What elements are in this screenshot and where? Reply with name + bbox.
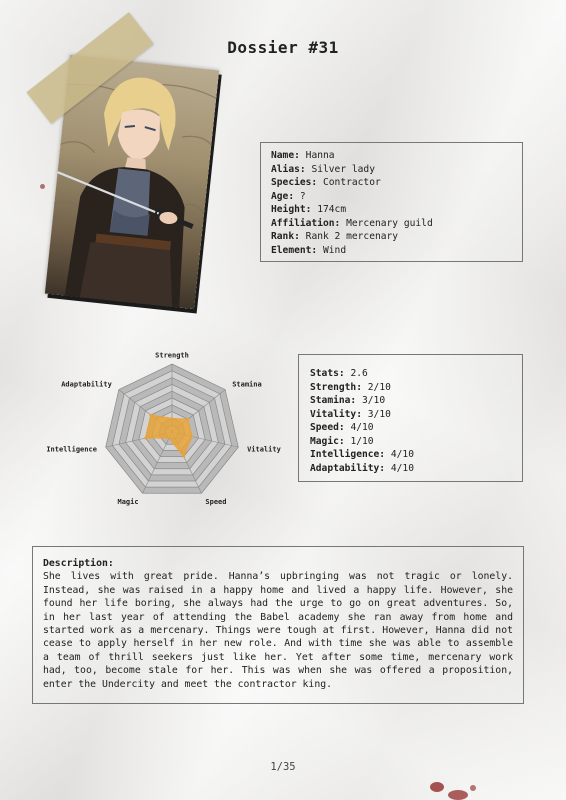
description-text: She lives with great pride. Hanna’s upbringing was not tragic or lonely. Instead, she was raised in a happy home and lived a happy life. However, she found her life boring, she always had the urge to go on great adventures. So, in her last year of attending the Babel academy she ran away from home and started work as a mercenary. Things were tough at first. However, Hanna did not cease to apply herself in her new role. And with time she was able to assemble a team of thrill seekers just like her. Yet after some time, mercenary work had, too, become stale for her. This was when she was offered a proposition, enter the Undercity and meet the contractor king. <box>43 571 513 690</box>
stat-magic: Magic: 1/10 <box>310 435 374 447</box>
stat-intelligence: Intelligence: 4/10 <box>310 449 414 460</box>
info-age: Age: ? <box>271 190 306 202</box>
info-affiliation: Affiliation: Mercenary guild <box>271 217 433 229</box>
info-species: Species: Contractor <box>271 177 381 188</box>
radar-axis-label: Vitality <box>247 445 281 454</box>
stats-box <box>298 354 523 482</box>
info-rank: Rank: Rank 2 mercenary <box>271 231 399 242</box>
description-heading: Description: <box>43 558 114 569</box>
ink-stain <box>448 790 468 800</box>
stat-stamina: Stamina: 3/10 <box>310 395 386 406</box>
stats-radar-chart <box>45 351 281 512</box>
radar-data-point <box>187 418 190 421</box>
page-number: 1/35 <box>270 761 296 773</box>
stat-strength: Strength: 2/10 <box>310 381 391 393</box>
radar-axis-label: Magic <box>117 497 139 506</box>
page-title: Dossier #31 <box>227 38 339 57</box>
stat-adaptability: Adaptability: 4/10 <box>310 462 414 474</box>
radar-data-point <box>149 414 152 417</box>
radar-data-point <box>191 435 194 438</box>
character-info-box <box>260 142 523 262</box>
ink-stain <box>40 184 45 189</box>
radar-data-point <box>168 437 171 440</box>
radar-data-point <box>144 437 147 440</box>
description-box <box>32 546 524 704</box>
info-alias: Alias: Silver lady <box>271 163 375 175</box>
stat-speed: Speed: 4/10 <box>310 422 374 433</box>
radar-data-point <box>183 455 186 458</box>
info-name: Name: Hanna <box>271 150 335 161</box>
radar-data-point <box>171 417 174 420</box>
ink-stain <box>470 785 476 791</box>
info-height: Height: 174cm <box>271 204 347 215</box>
radar-axis-label: Speed <box>205 497 227 506</box>
info-element: Element: Wind <box>271 244 347 256</box>
radar-axis-label: Stamina <box>232 380 262 389</box>
stat-overall: Stats: 2.6 <box>310 368 368 379</box>
radar-axis-label: Adaptability <box>61 380 112 389</box>
radar-axis-label: Intelligence <box>46 445 97 454</box>
radar-axis-label: Strength <box>155 351 189 360</box>
stat-vitality: Vitality: 3/10 <box>310 408 391 420</box>
ink-stain <box>430 782 444 792</box>
